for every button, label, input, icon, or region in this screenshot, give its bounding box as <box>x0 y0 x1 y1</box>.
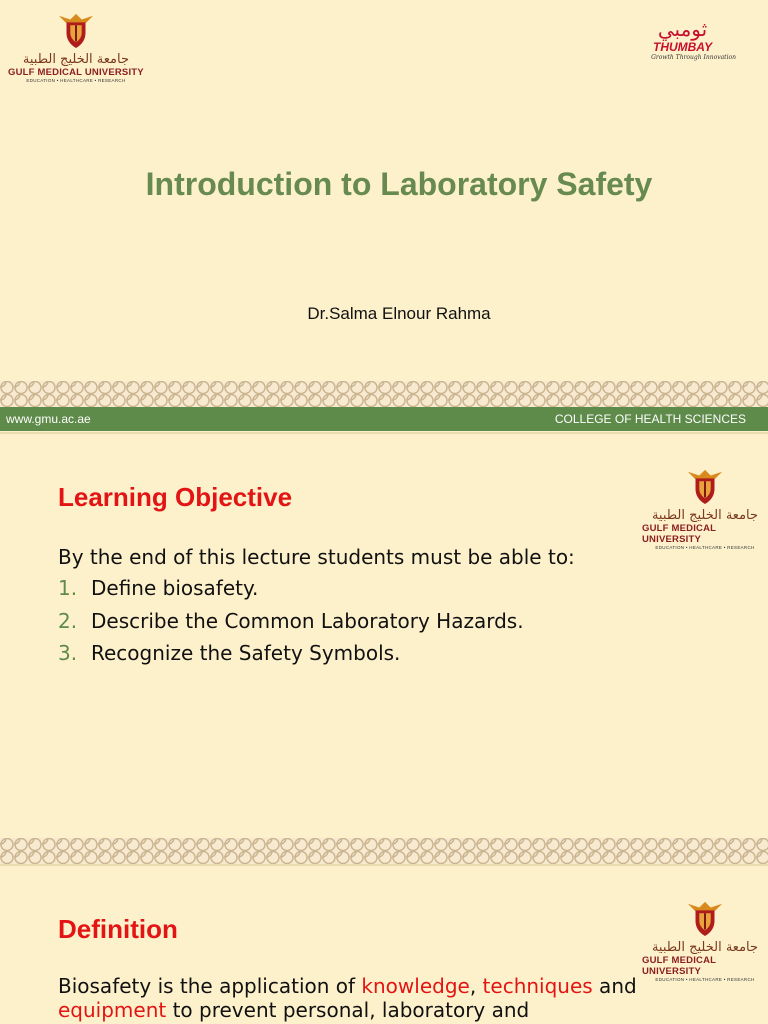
definition-slide <box>0 864 768 1024</box>
gmu-emblem-icon <box>686 898 724 938</box>
list-number: 3. <box>58 641 78 666</box>
college-label: COLLEGE OF HEALTH SCIENCES <box>554 412 746 426</box>
definition-text: , <box>469 974 483 998</box>
list-number: 1. <box>58 576 78 601</box>
thumbay-arabic: ثومبي <box>657 17 708 41</box>
term-equipment: equipment <box>58 998 167 1022</box>
definition-text: Biosafety is the application of <box>58 974 362 998</box>
gmu-tagline: EDUCATION • HEALTHCARE • RESEARCH <box>26 78 126 83</box>
gmu-name: GULF MEDICAL UNIVERSITY <box>642 523 716 545</box>
gmu-name: GULF MEDICAL UNIVERSITY <box>8 67 144 78</box>
term-knowledge: knowledge <box>361 974 470 998</box>
gmu-emblem-icon <box>57 10 95 50</box>
gmu-arabic-name: جامعة الخليج الطبية <box>651 940 759 955</box>
definition-paragraph <box>58 974 637 1022</box>
objectives-slide <box>0 432 768 864</box>
objectives-heading: Learning Objective <box>58 482 293 512</box>
gmu-name: GULF MEDICAL UNIVERSITY <box>642 955 716 977</box>
definition-text: to prevent personal, laboratory and <box>166 998 530 1022</box>
objectives-list <box>58 572 524 670</box>
gmu-tagline: EDUCATION • HEALTHCARE • RESEARCH <box>655 977 755 982</box>
list-item <box>58 637 524 670</box>
definition-text: and <box>592 974 637 998</box>
list-item <box>58 572 524 605</box>
list-number: 2. <box>58 608 78 633</box>
slide-title: Introduction to Laboratory Safety <box>145 166 653 202</box>
gmu-emblem-icon <box>686 466 724 506</box>
thumbay-name: THUMBAY <box>652 40 713 54</box>
thumbay-logo <box>629 18 736 61</box>
list-text: Define biosafety. <box>91 576 259 601</box>
title-slide <box>0 0 768 432</box>
gmu-arabic-name: جامعة الخليج الطبية <box>22 52 129 67</box>
list-item <box>58 605 524 638</box>
gmu-arabic-name: جامعة الخليج الطبية <box>651 508 759 523</box>
gmu-tagline: EDUCATION • HEALTHCARE • RESEARCH <box>655 545 755 550</box>
thumbay-tagline: Growth Through Innovation <box>651 54 736 61</box>
gmu-logo <box>8 10 144 83</box>
ornamental-band <box>0 381 768 407</box>
gmu-logo <box>642 898 768 982</box>
website-link[interactable]: www.gmu.ac.ae <box>6 412 91 426</box>
objectives-intro: By the end of this lecture students must be able to: <box>58 545 575 569</box>
list-text: Describe the Common Laboratory Hazards. <box>91 608 524 633</box>
definition-heading: Definition <box>58 914 178 944</box>
footer-bar <box>0 407 768 431</box>
ornamental-band <box>0 838 768 864</box>
term-techniques: techniques <box>482 974 593 998</box>
author-name: Dr.Salma Elnour Rahma <box>307 304 491 323</box>
list-text: Recognize the Safety Symbols. <box>91 641 401 666</box>
gmu-logo <box>642 466 768 550</box>
